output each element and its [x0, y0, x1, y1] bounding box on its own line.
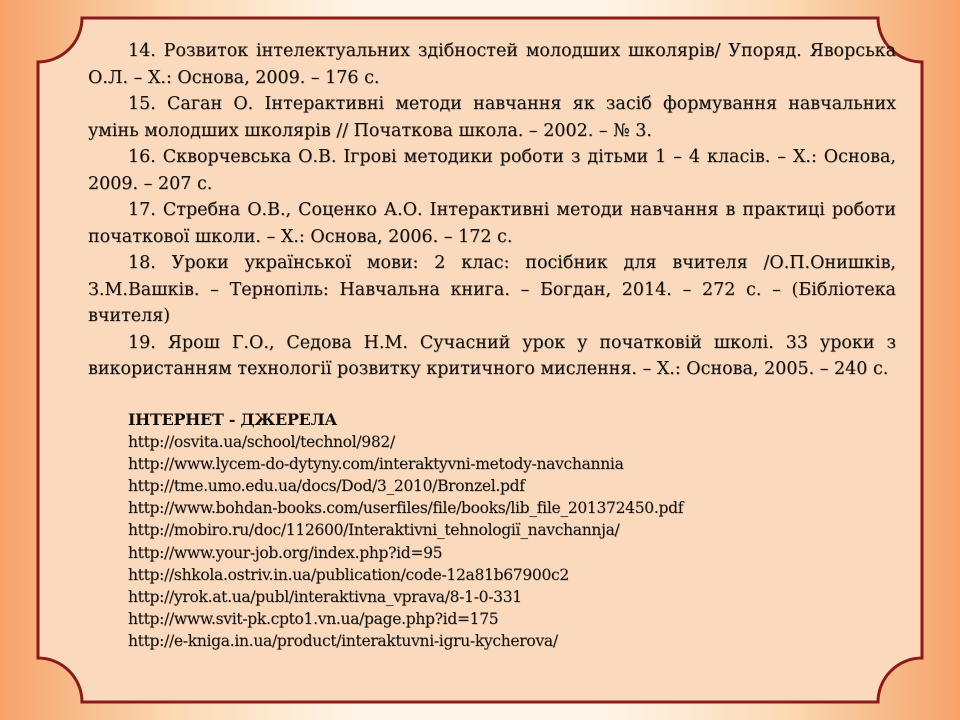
source-link[interactable]: http://e-kniga.in.ua/product/interaktuvni-igru-kycherova/ — [128, 632, 558, 651]
internet-sources-title: ІНТЕРНЕТ - ДЖЕРЕЛА — [128, 409, 338, 429]
reference-item: 18. Уроки української мови: 2 клас: посібник для вчителя /О.П.Онишків, З.М.Вашків. – Тернопіль: Навчальна книга. – Богдан, 2014. – 272 с. – (Бібліотека вчителя) — [88, 253, 896, 326]
source-link[interactable]: http://mobiro.ru/doc/112600/Interaktivni_tehnologiï_navchannja/ — [128, 521, 620, 540]
source-link[interactable]: http://www.svit-pk.cpto1.vn.ua/page.php?id=175 — [128, 610, 499, 629]
source-link[interactable]: http://yrok.at.ua/publ/interaktivna_vprava/8-1-0-331 — [128, 587, 522, 606]
reference-item: 19. Ярош Г.О., Седова Н.М. Сучасний урок у початковій школі. 33 уроки з використанням технології розвитку критичного мислення. – Х.: Основа, 2005. – 240 с. — [88, 332, 896, 379]
source-link[interactable]: http://www.lycem-do-dytyny.com/interaktyvni-metody-navchannia — [128, 454, 624, 473]
references-content — [88, 38, 896, 653]
source-link[interactable]: http://tme.umo.edu.ua/docs/Dod/3_2010/Bronzel.pdf — [128, 476, 525, 495]
source-link[interactable]: http://www.bohdan-books.com/userfiles/file/books/lib_file_201372450.pdf — [128, 499, 684, 518]
source-link[interactable]: http://shkola.ostriv.in.ua/publication/code-12a81b67900c2 — [128, 565, 569, 584]
reference-item: 15. Саган О. Інтерактивні методи навчання як засіб формування навчальних умінь молодших школярів // Початкова школа. – 2002. – № 3. — [88, 94, 896, 141]
reference-item: 17. Стребна О.В., Соценко А.О. Інтерактивні методи навчання в практиці роботи початкової школи. – Х.: Основа, 2006. – 172 с. — [88, 200, 896, 247]
internet-sources-section — [88, 409, 896, 653]
reference-item: 16. Скворчевська О.В. Ігрові методики роботи з дітьми 1 – 4 класів. – Х.: Основа, 2009. – 207 с. — [88, 147, 896, 194]
source-link[interactable]: http://www.your-job.org/index.php?id=95 — [128, 543, 443, 562]
reference-item: 14. Розвиток інтелектуальних здібностей молодших школярів/ Упоряд. Яворська О.Л. – Х.: Основа, 2009. – 176 с. — [88, 41, 896, 88]
source-link[interactable]: http://osvita.ua/school/technol/982/ — [128, 432, 395, 451]
